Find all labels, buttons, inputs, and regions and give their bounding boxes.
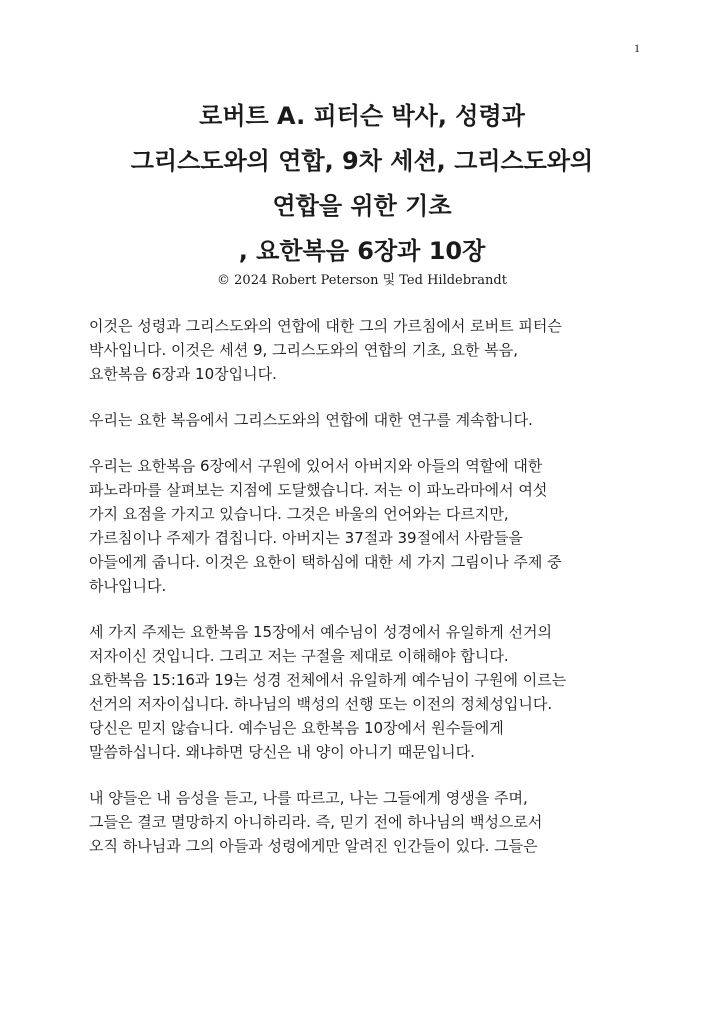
- title-line: , 요한복음 6장과 10장: [238, 237, 486, 265]
- text-line: 박사입니다. 이것은 세션 9, 그리스도와의 연합의 기초, 요한 복음,: [89, 341, 519, 359]
- text-line: 내 양들은 내 음성을 듣고, 나를 따르고, 나는 그들에게 영생을 주며,: [89, 789, 528, 807]
- text-line: 저자이신 것입니다. 그리고 저는 구절을 제대로 이해해야 합니다.: [89, 647, 509, 665]
- text-line: 말씀하십니다. 왜냐하면 당신은 내 양이 아니기 때문입니다.: [89, 743, 475, 761]
- text-line: 파노라마를 살펴보는 지점에 도달했습니다. 저는 이 파노라마에서 여섯: [89, 481, 548, 499]
- text-line: 선거의 저자이십니다. 하나님의 백성의 선행 또는 이전의 정체성입니다.: [89, 695, 553, 713]
- text-line: 그들은 결코 멸망하지 아니하리라. 즉, 믿기 전에 하나님의 백성으로서: [89, 813, 543, 831]
- paragraph-4: [89, 620, 637, 764]
- text-line: 이것은 성령과 그리스도와의 연합에 대한 그의 가르침에서 로버트 피터슨: [89, 317, 562, 335]
- page-number: 1: [634, 41, 640, 55]
- text-line: 당신은 믿지 않습니다. 예수님은 요한복음 10장에서 원수들에게: [89, 719, 504, 737]
- text-line: 요한복음 15:16과 19는 성경 전체에서 유일하게 예수님이 구원에 이르는: [89, 671, 567, 689]
- text-line: 오직 하나님과 그의 아들과 성령에게만 알려진 인간들이 있다. 그들은: [89, 837, 538, 855]
- paragraph-3: [89, 454, 637, 598]
- copyright-notice: © 2024 Robert Peterson 및 Ted Hildebrandt: [217, 273, 507, 288]
- title-line: 로버트 A. 피터슨 박사, 성령과: [199, 102, 525, 130]
- paragraph-2: [89, 408, 637, 432]
- text-line: 우리는 요한 복음에서 그리스도와의 연합에 대한 연구를 계속합니다.: [89, 411, 533, 429]
- text-line: 가지 요점을 가지고 있습니다. 그것은 바울의 언어와는 다르지만,: [89, 505, 509, 523]
- title-line: 연합을 위한 기초: [272, 192, 452, 220]
- text-line: 세 가지 주제는 요한복음 15장에서 예수님이 성경에서 유일하게 선거의: [89, 623, 552, 641]
- text-line: 가르침이나 주제가 겹칩니다. 아버지는 37절과 39절에서 사람들을: [89, 529, 523, 547]
- document-title: [40, 94, 684, 274]
- text-line: 아들에게 줍니다. 이것은 요한이 택하심에 대한 세 가지 그림이나 주제 중: [89, 553, 562, 571]
- paragraph-1: [89, 314, 637, 386]
- text-line: 하나입니다.: [89, 577, 167, 595]
- text-line: 우리는 요한복음 6장에서 구원에 있어서 아버지와 아들의 역할에 대한: [89, 457, 543, 475]
- title-line: 그리스도와의 연합, 9차 세션, 그리스도와의: [130, 147, 594, 175]
- text-line: 요한복음 6장과 10장입니다.: [89, 365, 277, 383]
- paragraph-5: [89, 786, 637, 858]
- body-text: [89, 314, 637, 880]
